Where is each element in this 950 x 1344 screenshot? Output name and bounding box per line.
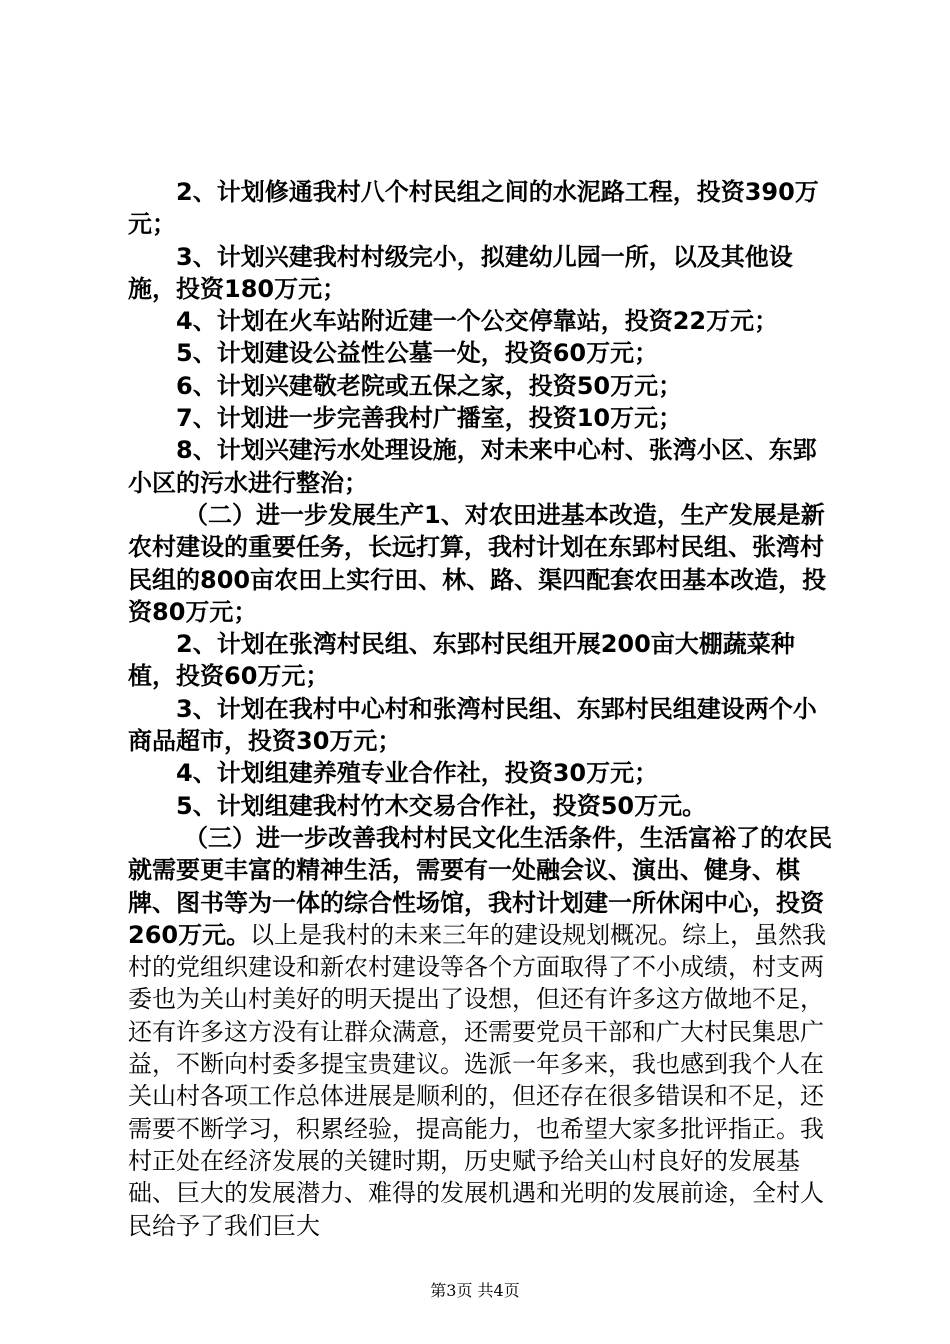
- culture-bold-run: （三）进一步改善我村村民文化生活条件，生活富裕了的农民就需要更丰富的精神生活，需要有一处融会议、演出、健身、棋牌、图书等为一体的综合性场馆，我村计划建一所休闲中心，投资260万元。: [128, 823, 832, 949]
- paragraph-item-2-greenhouse: 2、计划在张湾村民组、东郢村民组开展200亩大棚蔬菜种植，投资60万元；: [128, 630, 795, 691]
- page-footer: 第3页 共4页: [430, 1281, 520, 1300]
- paragraph-item-8-sewage: 8、计划兴建污水处理设施，对未来中心村、张湾小区、东郢小区的污水进行整治；: [128, 436, 817, 497]
- paragraph-item-3-school: 3、计划兴建我村村级完小，拟建幼儿园一所，以及其他设施，投资180万元；: [128, 242, 793, 303]
- paragraph-item-3-supermarket: 3、计划在我村中心村和张湾村民组、东郢村民组建设两个小商品超市，投资30万元；: [128, 694, 817, 756]
- paragraph-item-7-broadcast: 7、计划进一步完善我村广播室，投资10万元；: [176, 404, 683, 433]
- paragraph-item-5-bamboo-coop: 5、计划组建我村竹木交易合作社，投资50万元。: [176, 791, 707, 820]
- summary-serif-run: 以上是我村的未来三年的建设规划概况。综上，虽然我村的党组织建设和新农村建设等各个方面取得了不小成绩，村支两委也为关山村美好的明天提出了设想，但还有许多这方做地不足，还有许多这方没有让群众满意，还需要党员干部和广大村民集思广益，不断向村委多提宝贵建议。选派一年多来，我也感到我个人在关山村各项工作总体进展是顺利的，但还存在很多错误和不足，还需要不断学习，积累经验，提高能力，也希望大家多批评指正。我村正处在经济发展的关键时期，历史赋予给关山村良好的发展基础、巨大的发展潜力、难得的发展机遇和光明的发展前途，全村人民给予了我们巨大: [128, 920, 827, 1240]
- paragraph-section-2-production: （二）进一步发展生产1、对农田进基本改造，生产发展是新农村建设的重要任务，长远打算，我村计划在东郢村民组、张湾村民组的800亩农田上实行田、林、路、渠四配套农田基本改造，投资80万元；: [128, 500, 827, 626]
- paragraph-item-6-elder-home: 6、计划兴建敬老院或五保之家，投资50万元；: [176, 371, 683, 400]
- paragraph-item-5-cemetery: 5、计划建设公益性公墓一处，投资60万元；: [176, 339, 659, 368]
- document-body: [128, 176, 840, 1242]
- paragraph-item-4-breeding-coop: 4、计划组建养殖专业合作社，投资30万元；: [176, 759, 659, 788]
- paragraph-section-3-culture: [128, 822, 840, 1242]
- paragraph-item-4-bus-stop: 4、计划在火车站附近建一个公交停靠站，投资22万元；: [176, 307, 779, 336]
- paragraph-item-2-road: 2、计划修通我村八个村民组之间的水泥路工程，投资390万元；: [128, 178, 819, 239]
